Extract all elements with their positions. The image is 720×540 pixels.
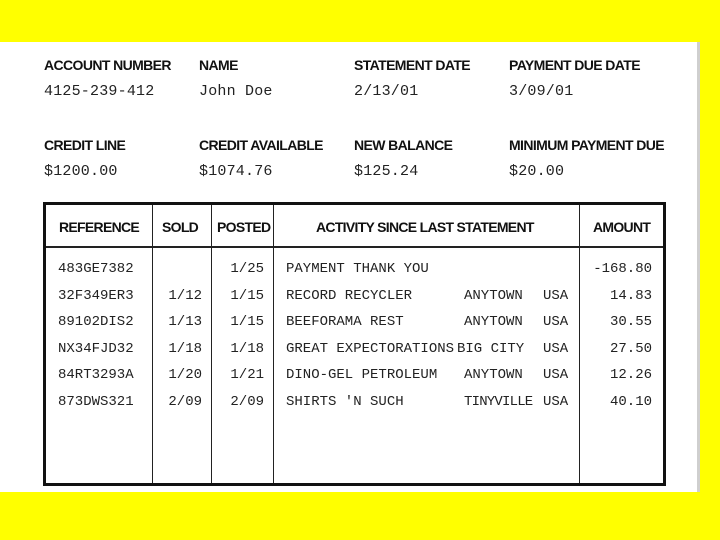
account-number-value: 4125-239-412 [44, 83, 155, 100]
posted-cell: 2/09 [230, 393, 264, 410]
activity-rows [46, 261, 663, 420]
reference-cell: 89102DIS2 [58, 314, 134, 330]
sold-cell: 2/09 [168, 393, 202, 410]
amount-cell: 27.50 [609, 340, 652, 357]
activity-table [43, 202, 666, 486]
description-cell: GREAT EXPECTORATIONS [286, 340, 455, 357]
sold-cell: 1/12 [168, 287, 202, 304]
posted-cell: 1/25 [230, 261, 264, 277]
country-cell: USA [543, 287, 569, 304]
sold-cell: 1/18 [168, 340, 202, 357]
posted-cell: 1/21 [230, 367, 264, 383]
description-cell: SHIRTS 'N SUCH [286, 393, 404, 410]
new-balance-label: NEW BALANCE [354, 137, 453, 153]
amount-cell: -168.80 [593, 261, 652, 277]
reference-column-header: REFERENCE [59, 219, 140, 235]
credit-available-value: $1074.76 [199, 163, 273, 180]
account-number-label: ACCOUNT NUMBER [44, 57, 171, 73]
city-cell: ANYTOWN [464, 314, 523, 330]
reference-cell: 873DWS321 [58, 393, 134, 410]
reference-cell: 32F349ER3 [58, 287, 134, 304]
posted-column-header: POSTED [217, 219, 271, 235]
amount-cell: 40.10 [609, 393, 652, 410]
header-divider [46, 246, 663, 248]
description-cell: PAYMENT THANK YOU [286, 261, 429, 277]
posted-cell: 1/18 [230, 340, 264, 357]
posted-cell: 1/15 [230, 287, 264, 304]
reference-cell: NX34FJD32 [58, 340, 134, 357]
amount-cell: 12.26 [609, 367, 652, 383]
bottom-highlight-band [0, 492, 720, 540]
table-row [46, 341, 663, 368]
minimum-payment-due-value: $20.00 [509, 163, 565, 180]
credit-available-label: CREDIT AVAILABLE [199, 137, 323, 153]
payment-due-date-label: PAYMENT DUE DATE [509, 57, 640, 73]
reference-cell: 84RT3293A [58, 367, 134, 383]
top-highlight-band [0, 0, 720, 42]
name-value: John Doe [199, 83, 273, 100]
posted-cell: 1/15 [230, 314, 264, 330]
country-cell: USA [543, 314, 569, 330]
country-cell: USA [543, 367, 569, 383]
credit-line-label: CREDIT LINE [44, 137, 126, 153]
description-cell: DINO-GEL PETROLEUM [286, 367, 438, 383]
reference-cell: 483GE7382 [58, 261, 134, 277]
sold-cell: 1/20 [168, 367, 202, 383]
activity-column-header: ACTIVITY SINCE LAST STATEMENT [316, 219, 534, 235]
table-row [46, 261, 663, 288]
payment-due-date-value: 3/09/01 [509, 83, 574, 100]
country-cell: USA [543, 393, 569, 410]
credit-line-value: $1200.00 [44, 163, 118, 180]
table-row [46, 288, 663, 315]
city-cell: BIG CITY [457, 340, 525, 357]
sold-cell: 1/13 [168, 314, 202, 330]
name-label: NAME [199, 57, 238, 73]
amount-column-header: AMOUNT [593, 219, 651, 235]
sold-column-header: SOLD [162, 219, 199, 235]
amount-cell: 30.55 [609, 314, 652, 330]
minimum-payment-due-label: MINIMUM PAYMENT DUE [509, 137, 665, 153]
city-cell: ANYTOWN [464, 287, 523, 304]
table-row [46, 394, 663, 421]
table-row [46, 367, 663, 394]
amount-cell: 14.83 [609, 287, 652, 304]
statement-date-label: STATEMENT DATE [354, 57, 471, 73]
description-cell: RECORD RECYCLER [286, 287, 413, 304]
description-cell: BEEFORAMA REST [286, 314, 404, 330]
statement-date-value: 2/13/01 [354, 83, 419, 100]
new-balance-value: $125.24 [354, 163, 419, 180]
city-cell: TINYVILLE [464, 393, 533, 410]
country-cell: USA [543, 340, 569, 357]
table-row [46, 314, 663, 341]
city-cell: ANYTOWN [464, 367, 523, 383]
